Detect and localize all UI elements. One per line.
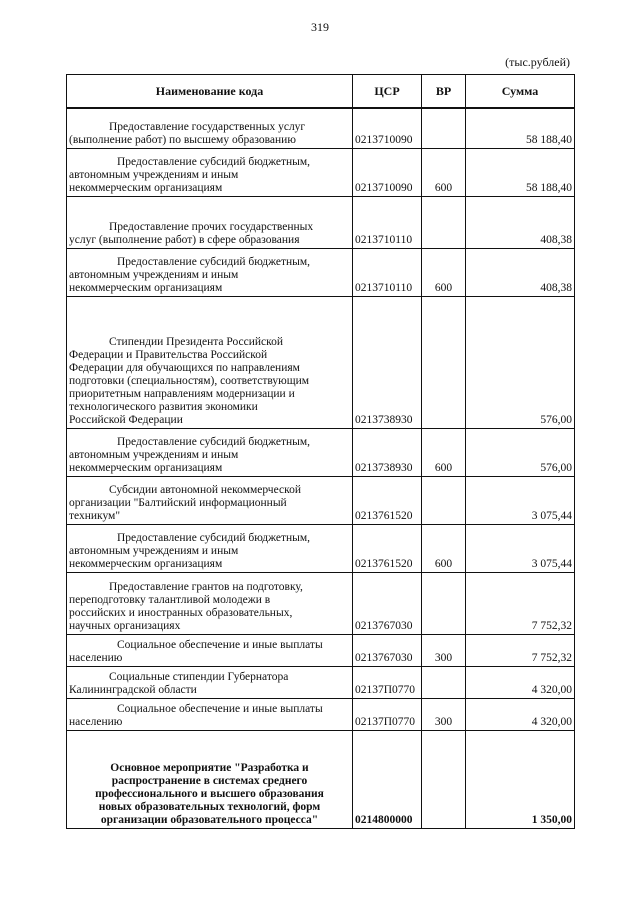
table-row bbox=[67, 476, 575, 524]
row-name-line: некоммерческим организациям bbox=[69, 181, 223, 194]
row-name-line: Социальное обеспечение и иные выплаты bbox=[117, 702, 323, 715]
table-row bbox=[67, 296, 575, 428]
row-vr-cell bbox=[422, 572, 466, 634]
row-name-cell bbox=[67, 666, 353, 698]
row-csr-cell: 0213710090 bbox=[353, 148, 422, 196]
row-name-cell bbox=[67, 108, 353, 148]
row-name-line: Предоставление субсидий бюджетным, bbox=[117, 531, 311, 544]
header-csr: ЦСР bbox=[353, 75, 422, 109]
table-row bbox=[67, 666, 575, 698]
row-name-line: Предоставление субсидий бюджетным, bbox=[117, 155, 311, 168]
row-sum-cell: 576,00 bbox=[466, 428, 575, 476]
row-vr-cell: 600 bbox=[422, 248, 466, 296]
row-csr-cell: 0213767030 bbox=[353, 572, 422, 634]
row-csr-cell: 02137П0770 bbox=[353, 666, 422, 698]
row-vr-cell: 600 bbox=[422, 148, 466, 196]
row-name-line: Федерации для обучающихся по направлениям bbox=[69, 361, 300, 374]
budget-table bbox=[66, 74, 575, 829]
row-name-line: Российской Федерации bbox=[69, 413, 183, 426]
table-row bbox=[67, 572, 575, 634]
table-row bbox=[67, 730, 575, 828]
header-name: Наименование кода bbox=[67, 75, 353, 109]
row-vr-cell: 300 bbox=[422, 698, 466, 730]
row-name-line: Стипендии Президента Российской bbox=[109, 335, 284, 348]
row-csr-cell: 0213738930 bbox=[353, 428, 422, 476]
row-name-line: автономным учреждениям и иным bbox=[69, 168, 239, 181]
row-name-line: организации "Балтийский информационный bbox=[69, 496, 287, 509]
row-name-line: распространение в системах среднего bbox=[111, 774, 308, 787]
row-csr-cell: 0213710090 bbox=[353, 108, 422, 148]
table-row bbox=[67, 248, 575, 296]
row-name-line: приоритетным направлениям модернизации и bbox=[69, 387, 295, 400]
row-sum-cell: 408,38 bbox=[466, 248, 575, 296]
row-name-cell bbox=[67, 634, 353, 666]
row-vr-cell bbox=[422, 730, 466, 828]
row-sum-cell: 7 752,32 bbox=[466, 572, 575, 634]
row-name-cell bbox=[67, 730, 353, 828]
row-vr-cell bbox=[422, 476, 466, 524]
row-sum-cell: 7 752,32 bbox=[466, 634, 575, 666]
row-csr-cell: 0213761520 bbox=[353, 524, 422, 572]
table-body bbox=[67, 108, 575, 828]
row-sum-cell: 58 188,40 bbox=[466, 148, 575, 196]
row-name-line: (выполнение работ) по высшему образованию bbox=[69, 133, 296, 146]
row-vr-cell bbox=[422, 296, 466, 428]
row-name-cell bbox=[67, 196, 353, 248]
row-name-line: некоммерческим организациям bbox=[69, 461, 223, 474]
table-row bbox=[67, 148, 575, 196]
row-name-cell bbox=[67, 698, 353, 730]
row-sum-cell: 408,38 bbox=[466, 196, 575, 248]
row-name-line: Предоставление субсидий бюджетным, bbox=[117, 255, 311, 268]
row-vr-cell: 600 bbox=[422, 524, 466, 572]
row-csr-cell: 0213767030 bbox=[353, 634, 422, 666]
row-name-line: некоммерческим организациям bbox=[69, 557, 223, 570]
row-name-line: переподготовку талантливой молодежи в bbox=[69, 593, 271, 606]
row-name-line: Основное мероприятие "Разработка и bbox=[110, 761, 309, 774]
row-csr-cell: 0213710110 bbox=[353, 248, 422, 296]
row-name-line: автономным учреждениям и иным bbox=[69, 448, 239, 461]
row-name-line: подготовки (специальностям), соответствующим bbox=[69, 374, 310, 387]
row-vr-cell bbox=[422, 666, 466, 698]
table-header-row bbox=[67, 75, 575, 109]
row-name-line: профессионального и высшего образования bbox=[95, 787, 324, 800]
header-vr: ВР bbox=[422, 75, 466, 109]
row-csr-cell: 0213761520 bbox=[353, 476, 422, 524]
row-name-line: российских и иностранных образовательных, bbox=[69, 606, 293, 619]
row-csr-cell: 0214800000 bbox=[353, 730, 422, 828]
row-name-line: автономным учреждениям и иным bbox=[69, 268, 239, 281]
row-csr-cell: 0213710110 bbox=[353, 196, 422, 248]
row-name-line: Калининградской области bbox=[69, 683, 197, 696]
row-name-cell bbox=[67, 476, 353, 524]
row-name-line: автономным учреждениям и иным bbox=[69, 544, 239, 557]
page-number: 319 bbox=[311, 20, 329, 34]
table-row bbox=[67, 698, 575, 730]
row-vr-cell bbox=[422, 108, 466, 148]
row-name-line: Субсидии автономной некоммерческой bbox=[109, 483, 301, 496]
row-name-cell bbox=[67, 524, 353, 572]
header-sum: Сумма bbox=[466, 75, 575, 109]
row-sum-cell: 4 320,00 bbox=[466, 666, 575, 698]
table-row bbox=[67, 634, 575, 666]
row-sum-cell: 58 188,40 bbox=[466, 108, 575, 148]
table-row bbox=[67, 524, 575, 572]
row-name-line: новых образовательных технологий, форм bbox=[98, 800, 321, 813]
units-note: (тыс.рублей) bbox=[505, 55, 570, 69]
row-sum-cell: 1 350,00 bbox=[466, 730, 575, 828]
row-name-line: технологического развития экономики bbox=[69, 400, 258, 413]
row-vr-cell bbox=[422, 196, 466, 248]
row-name-line: населению bbox=[69, 715, 123, 728]
row-name-line: научных организациях bbox=[69, 619, 181, 632]
table-row bbox=[67, 196, 575, 248]
row-sum-cell: 3 075,44 bbox=[466, 524, 575, 572]
row-name-line: организации образовательного процесса" bbox=[100, 813, 319, 826]
row-name-cell bbox=[67, 296, 353, 428]
row-name-line: населению bbox=[69, 651, 123, 664]
row-name-cell bbox=[67, 428, 353, 476]
table-row bbox=[67, 108, 575, 148]
row-sum-cell: 576,00 bbox=[466, 296, 575, 428]
row-name-line: техникум" bbox=[69, 509, 121, 522]
row-csr-cell: 02137П0770 bbox=[353, 698, 422, 730]
row-name-cell bbox=[67, 148, 353, 196]
row-name-line: услуг (выполнение работ) в сфере образования bbox=[69, 233, 300, 246]
row-sum-cell: 3 075,44 bbox=[466, 476, 575, 524]
row-name-cell bbox=[67, 572, 353, 634]
row-name-cell bbox=[67, 248, 353, 296]
row-name-line: Предоставление прочих государственных bbox=[109, 220, 314, 233]
row-name-line: Социальные стипендии Губернатора bbox=[109, 670, 289, 683]
table-row bbox=[67, 428, 575, 476]
row-name-line: Предоставление субсидий бюджетным, bbox=[117, 435, 311, 448]
row-name-line: Предоставление грантов на подготовку, bbox=[109, 580, 303, 593]
row-name-line: Федерации и Правительства Российской bbox=[69, 348, 268, 361]
row-name-line: некоммерческим организациям bbox=[69, 281, 223, 294]
row-name-line: Социальное обеспечение и иные выплаты bbox=[117, 638, 323, 651]
row-sum-cell: 4 320,00 bbox=[466, 698, 575, 730]
row-vr-cell: 300 bbox=[422, 634, 466, 666]
row-csr-cell: 0213738930 bbox=[353, 296, 422, 428]
row-vr-cell: 600 bbox=[422, 428, 466, 476]
row-name-line: Предоставление государственных услуг bbox=[109, 120, 306, 133]
